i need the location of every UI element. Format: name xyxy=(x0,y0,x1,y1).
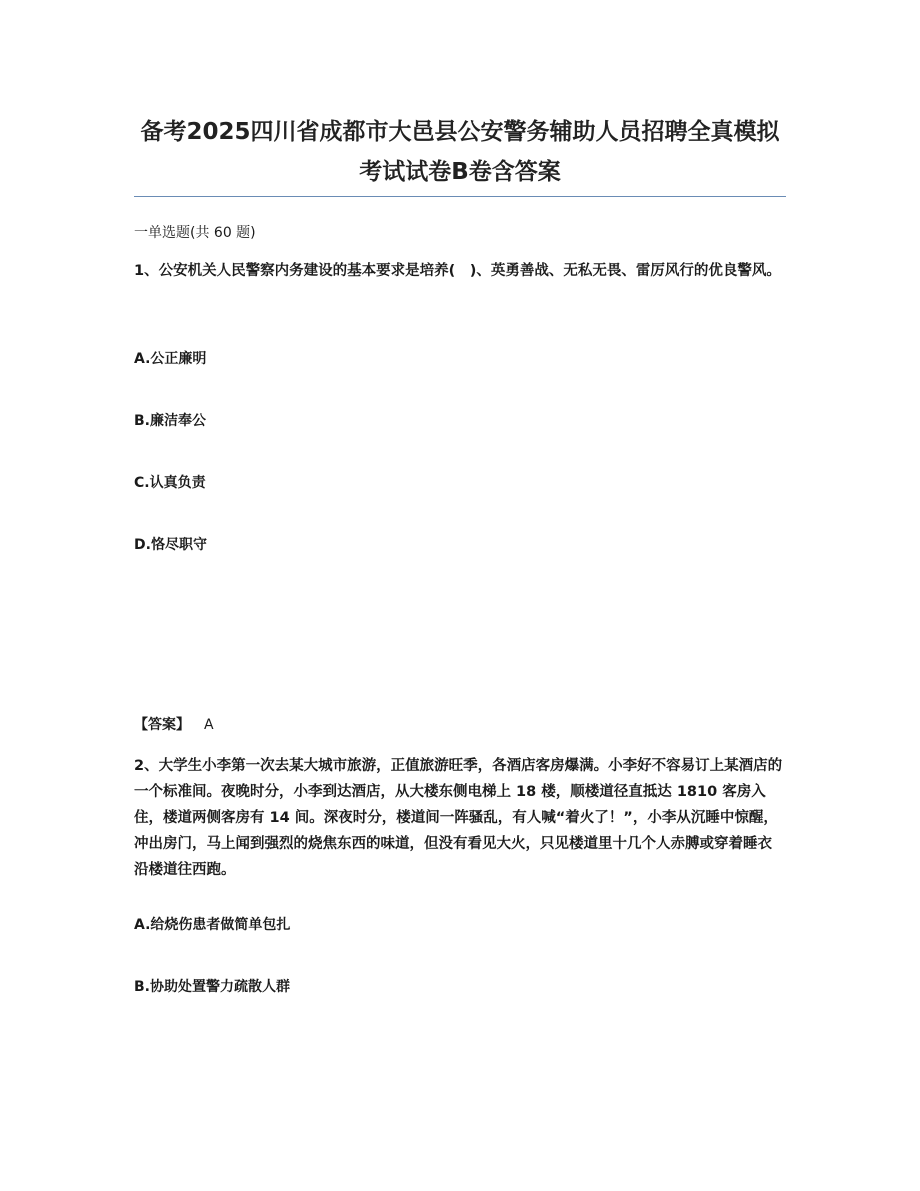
answer-value: A xyxy=(204,717,214,733)
question-2-option-b: B.协助处置警力疏散人群 xyxy=(134,979,290,995)
question-2-text: 2、大学生小李第一次去某大城市旅游，正值旅游旺季，各酒店客房爆满。小李好不容易订上某酒店的一个标准间。夜晚时分，小李到达酒店，从大楼东侧电梯上 18 楼，顺楼道径直抵达 1810 客房入住，楼道两侧客房有 14 间。深夜时分，楼道间一阵骚乱，有人喊“着火了！”，小李从沉睡中惊醒，冲出房门，马上闻到强烈的烧焦东西的味道，但没有看见大火，只见楼道里十几个人赤膊或穿着睡衣沿楼道往西跑。 xyxy=(134,758,783,878)
section-heading: 一单选题(共 60 题) xyxy=(134,225,256,241)
question-1-answer xyxy=(134,714,214,736)
question-1-text: 1、公安机关人民警察内务建设的基本要求是培养( )、英勇善战、无私无畏、雷厉风行的优良警风。 xyxy=(134,263,781,279)
document-title: 备考2025四川省成都市大邑县公安警务辅助人员招聘全真模拟考试试卷B卷含答案 xyxy=(140,119,780,185)
question-1-option-c: C.认真负责 xyxy=(134,475,206,491)
title-divider xyxy=(134,196,786,197)
question-1-option-b: B.廉洁奉公 xyxy=(134,413,206,429)
question-2-option-a: A.给烧伤患者做简单包扎 xyxy=(134,917,291,933)
question-1-option-d: D.恪尽职守 xyxy=(134,537,207,553)
answer-label: 【答案】 xyxy=(134,717,190,733)
question-1-option-a: A.公正廉明 xyxy=(134,351,207,367)
